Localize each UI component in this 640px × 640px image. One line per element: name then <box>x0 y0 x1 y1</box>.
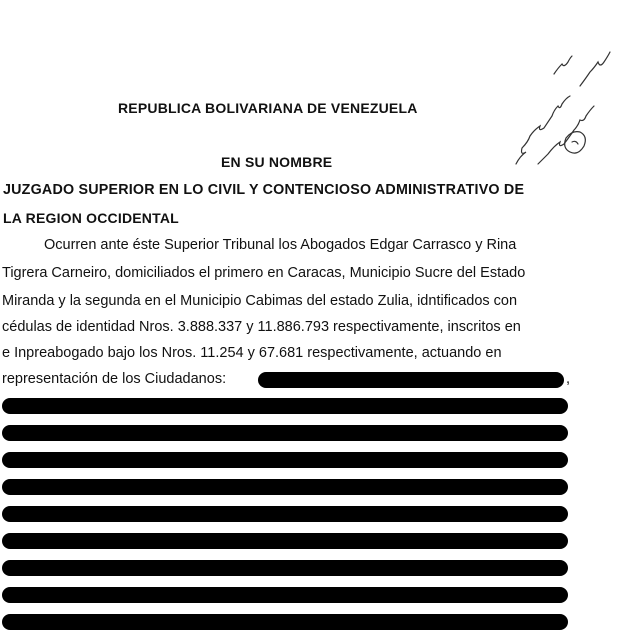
handwritten-annotation <box>508 46 618 166</box>
redaction-bar <box>2 506 568 522</box>
redaction-bar <box>2 614 568 630</box>
redaction-bar <box>2 425 568 441</box>
redaction-bar <box>2 560 568 576</box>
body-line-3: Miranda y la segunda en el Municipio Cabimas del estado Zulia, idntificados con <box>2 293 518 309</box>
body-line-1: Ocurren ante éste Superior Tribunal los Abogados Edgar Carrasco y Rina <box>44 237 517 253</box>
subtitle-heading: EN SU NOMBRE <box>221 154 333 170</box>
body-line-6: representación de los Ciudadanos: <box>2 371 227 387</box>
court-heading-line2: LA REGION OCCIDENTAL <box>3 210 179 226</box>
redaction-bar <box>2 479 568 495</box>
redaction-bar <box>2 452 568 468</box>
redaction-bar <box>2 398 568 414</box>
country-heading: REPUBLICA BOLIVARIANA DE VENEZUELA <box>118 100 418 116</box>
redaction-bar <box>258 372 564 388</box>
body-line-5: e Inpreabogado bajo los Nros. 11.254 y 67.681 respectivamente, actuando en <box>2 345 502 361</box>
redaction-bar <box>2 587 568 603</box>
body-line-2: Tigrera Carneiro, domiciliados el primero en Caracas, Municipio Sucre del Estado <box>2 265 526 281</box>
body-line-4: cédulas de identidad Nros. 3.888.337 y 11.886.793 respectivamente, inscritos en <box>2 319 521 335</box>
redaction-bar <box>2 533 568 549</box>
court-heading-line1: JUZGADO SUPERIOR EN LO CIVIL Y CONTENCIOSO ADMINISTRATIVO DE <box>3 182 525 198</box>
trailing-comma: , <box>566 371 571 387</box>
